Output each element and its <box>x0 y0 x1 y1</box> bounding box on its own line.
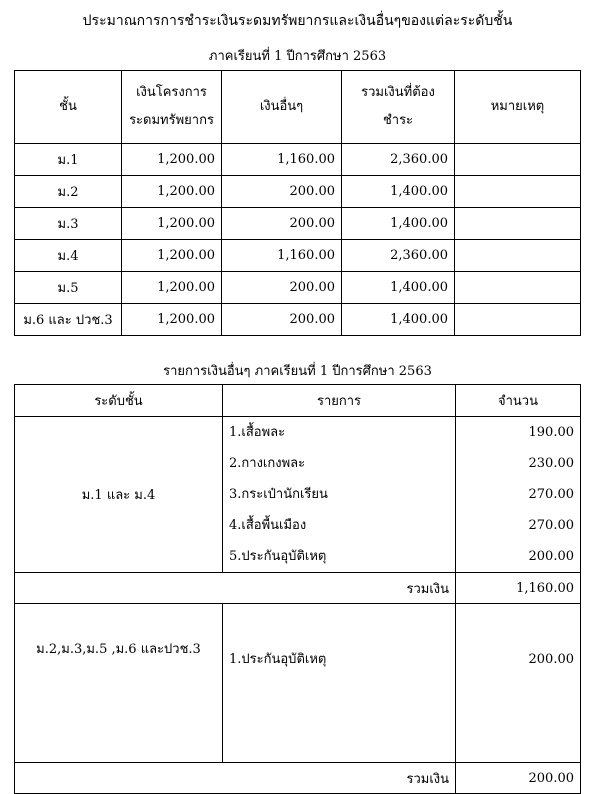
project-fund-cell: 1,200.00 <box>122 304 222 336</box>
item-amount: 190.00 <box>528 425 574 440</box>
other-fees-table <box>14 384 581 794</box>
remarks-cell <box>455 240 581 272</box>
header-level: ระดับชั้น <box>15 385 223 417</box>
document-subtitle: ภาคเรียนที่ 1 ปีการศึกษา 2563 <box>208 49 387 64</box>
total-due-cell: 2,360.00 <box>342 240 455 272</box>
project-fund-cell: 1,200.00 <box>122 176 222 208</box>
other-fees-cell: 200.00 <box>222 208 342 240</box>
list-item: 2.กางเกงพละ <box>229 456 306 471</box>
list-item: 1.เสื้อพละ <box>229 425 286 440</box>
list-item: 1.ประกันอุบัติเหตุ <box>229 652 327 667</box>
item-amount: 200.00 <box>528 652 574 667</box>
header-other-fees: เงินอื่นๆ <box>222 71 342 144</box>
remarks-cell <box>455 176 581 208</box>
table-header-row <box>15 71 581 144</box>
group-row <box>15 417 581 573</box>
other-fees-cell: 1,160.00 <box>222 240 342 272</box>
remarks-cell <box>455 144 581 176</box>
grade-cell: ม.5 <box>15 272 122 304</box>
document-title: ประมาณการการชำระเงินระดมทรัพยากรและเงินอื่นๆของแต่ละระดับชั้น <box>82 13 513 29</box>
subtotal-label: รวมเงิน <box>15 763 456 794</box>
group-amounts-cell <box>456 417 581 573</box>
total-due-cell: 1,400.00 <box>342 176 455 208</box>
grade-cell: ม.3 <box>15 208 122 240</box>
table-row <box>15 304 581 336</box>
total-due-cell: 2,360.00 <box>342 144 455 176</box>
other-fees-cell: 1,160.00 <box>222 144 342 176</box>
header-project-fund: เงินโครงการ ระดมทรัพยากร <box>122 71 222 144</box>
table-header-row <box>15 385 581 417</box>
list-item: 4.เสื้อพื้นเมือง <box>229 518 307 533</box>
subtotal-row <box>15 763 581 794</box>
other-fees-cell: 200.00 <box>222 272 342 304</box>
remarks-cell <box>455 304 581 336</box>
grade-cell: ม.6 และ ปวช.3 <box>15 304 122 336</box>
item-amount: 270.00 <box>528 487 574 502</box>
other-fees-cell: 200.00 <box>222 304 342 336</box>
grade-cell: ม.4 <box>15 240 122 272</box>
group-amounts-cell <box>456 604 581 763</box>
grade-cell: ม.2 <box>15 176 122 208</box>
subtotal-row <box>15 573 581 604</box>
project-fund-cell: 1,200.00 <box>122 240 222 272</box>
table-row <box>15 208 581 240</box>
header-amount: จำนวน <box>456 385 581 417</box>
remarks-cell <box>455 208 581 240</box>
other-fees-cell: 200.00 <box>222 176 342 208</box>
grade-cell: ม.1 <box>15 144 122 176</box>
group-items-cell <box>223 417 456 573</box>
group-level-cell: ม.1 และ ม.4 <box>15 417 223 573</box>
table-row <box>15 176 581 208</box>
total-due-cell: 1,400.00 <box>342 272 455 304</box>
item-amount: 270.00 <box>528 518 574 533</box>
group-level-cell: ม.2,ม.3,ม.5 ,ม.6 และปวช.3 <box>15 604 223 763</box>
item-amount: 200.00 <box>528 549 574 564</box>
group-row <box>15 604 581 763</box>
section-title-other-fees: รายการเงินอื่นๆ ภาคเรียนที่ 1 ปีการศึกษา 2563 <box>163 364 432 379</box>
project-fund-cell: 1,200.00 <box>122 272 222 304</box>
project-fund-cell: 1,200.00 <box>122 144 222 176</box>
header-grade: ชั้น <box>15 71 122 144</box>
header-total-due: รวมเงินที่ต้องชำระ <box>342 71 455 144</box>
total-due-cell: 1,400.00 <box>342 208 455 240</box>
table-row <box>15 144 581 176</box>
subtotal-value: 1,160.00 <box>456 573 581 604</box>
table-row <box>15 240 581 272</box>
list-item: 5.ประกันอุบัติเหตุ <box>229 549 327 564</box>
subtotal-label: รวมเงิน <box>15 573 456 604</box>
item-amount: 230.00 <box>528 456 574 471</box>
project-fund-cell: 1,200.00 <box>122 208 222 240</box>
header-remarks: หมายเหตุ <box>455 71 581 144</box>
remarks-cell <box>455 272 581 304</box>
header-item: รายการ <box>223 385 456 417</box>
total-due-cell: 1,400.00 <box>342 304 455 336</box>
group-items-cell <box>223 604 456 763</box>
payment-summary-table <box>14 70 581 336</box>
list-item: 3.กระเป๋านักเรียน <box>229 487 328 502</box>
table-row <box>15 272 581 304</box>
subtotal-value: 200.00 <box>456 763 581 794</box>
